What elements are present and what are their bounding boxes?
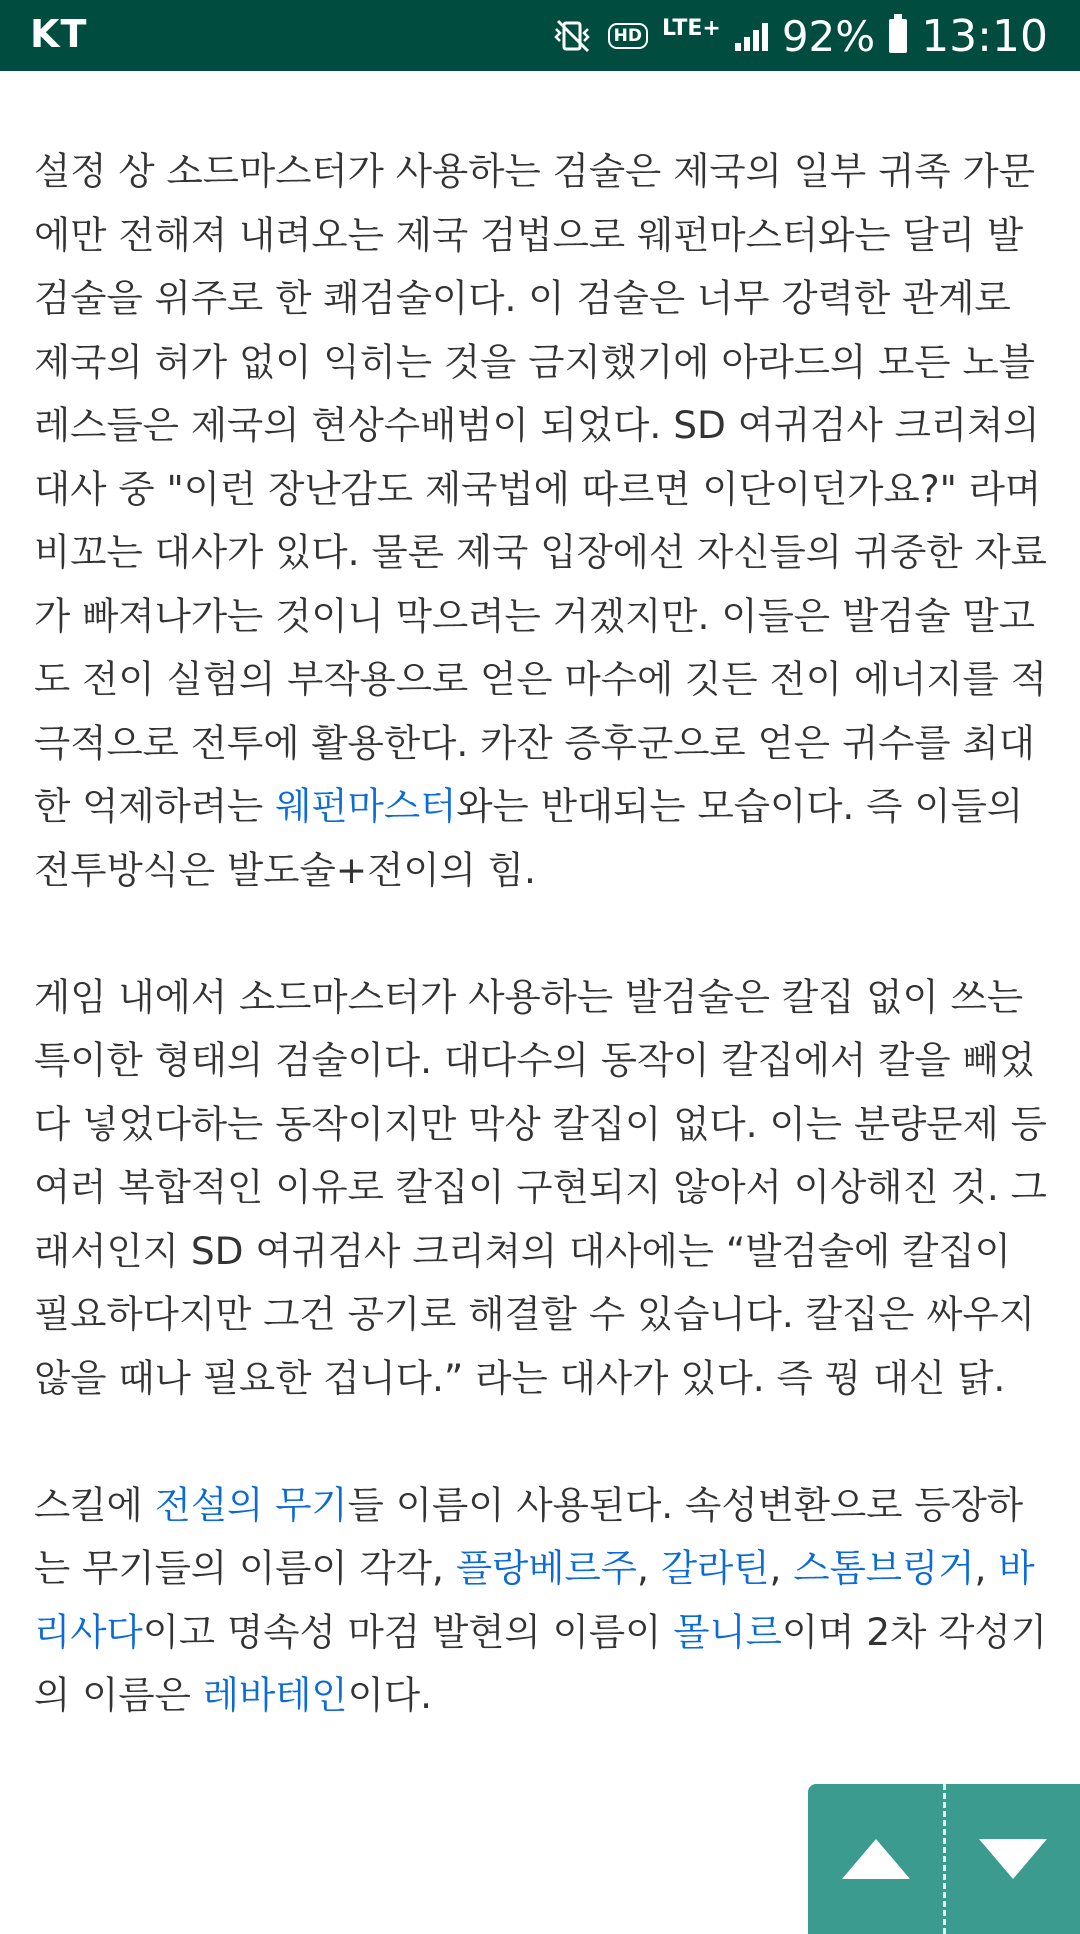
link-mjolnir[interactable]: 몰니르 bbox=[673, 1609, 782, 1654]
text-segment: , bbox=[974, 1546, 999, 1590]
signal-icon bbox=[735, 21, 768, 51]
paragraph bbox=[34, 966, 1054, 1411]
vibrate-mute-icon bbox=[550, 19, 594, 53]
text-segment: , bbox=[636, 1546, 661, 1590]
text-segment: 설정 상 소드마스터가 사용하는 검술은 제국의 일부 귀족 가문에만 전해져 내려오는 제국 검법으로 웨펀마스터와는 달리 발검술을 위주로 한 쾌검술이다. 이 검술은 너무 강력한 관계로 제국의 허가 없이 익히는 것을 금지했기에 아라드의 모든 노블레스들은 제국의 현상수배범이 되었다. SD 여귀검사 크리쳐의 대사 중 "이런 장난감도 제국법에 따르면 이단이던가요?" 라며 비꼬는 대사가 있다. 물론 제국 입장에선 자신들의 귀중한 자료가 빠져나가는 것이니 막으려는 거겠지만. 이들은 발검술 말고도 전이 실험의 부작용으로 얻은 마수에 깃든 전이 에너지를 적극적으로 전투에 활용한다. 카잔 증후군으로 얻은 귀수를 최대한 억제하려는 bbox=[34, 149, 1047, 828]
network-type-label: LTE+ bbox=[661, 15, 721, 41]
link-stormbringer[interactable]: 스톰브링거 bbox=[793, 1546, 975, 1590]
battery-percent: 92% bbox=[781, 11, 876, 61]
text-segment: 와는 반대되는 모습이다. 즉 이들의 전투방식은 발도술+전이의 힘. bbox=[34, 784, 1024, 892]
link-barisada[interactable]: 바리사다 bbox=[34, 1546, 1035, 1654]
clock: 13:10 bbox=[921, 10, 1048, 62]
paragraph bbox=[34, 140, 1054, 902]
link-weapon-master[interactable]: 웨펀마스터 bbox=[275, 784, 457, 828]
text-segment: 스킬에 bbox=[34, 1482, 155, 1527]
text-segment: 이고 명속성 마검 발현의 이름이 bbox=[142, 1609, 674, 1654]
triangle-down-icon bbox=[977, 1837, 1049, 1881]
link-galatine[interactable]: 갈라틴 bbox=[660, 1546, 770, 1590]
scroll-nav bbox=[808, 1784, 1080, 1934]
text-segment: 이며 2차 각성기의 이름은 bbox=[34, 1609, 1047, 1717]
text-segment: 이다. bbox=[347, 1673, 433, 1717]
link-laevateinn[interactable]: 레바테인 bbox=[202, 1673, 348, 1717]
text-segment: 게임 내에서 소드마스터가 사용하는 발검술은 칼집 없이 쓰는 특이한 형태의 검술이다. 대다수의 동작이 칼집에서 칼을 빼었다 넣었다하는 동작이지만 막상 칼집이 없다. 이는 분량문제 등 여러 복합적인 이유로 칼집이 구현되지 않아서 이상해진 것. 그래서인지 SD 여귀검사 크리쳐의 대사에는 “발검술에 칼집이 필요하다지만 그건 공기로 해결할 수 있습니다. 칼집은 싸우지 않을 때나 필요한 겁니다.” 라는 대사가 있다. 즉 꿩 대신 닭. bbox=[34, 974, 1047, 1400]
text-segment: 들 이름이 사용된다. 속성변환으로 등장하는 무기들의 이름이 각각, bbox=[34, 1482, 1024, 1590]
scroll-up-button[interactable] bbox=[808, 1784, 943, 1934]
carrier-label: KT bbox=[30, 12, 88, 56]
status-bar bbox=[0, 0, 1080, 71]
article-body bbox=[34, 140, 1054, 1791]
hd-voice-icon: HD bbox=[608, 23, 648, 49]
paragraph bbox=[34, 1474, 1054, 1728]
link-legendary-weapons[interactable]: 전설의 무기 bbox=[154, 1482, 348, 1527]
status-icons bbox=[550, 8, 1048, 64]
link-flamberge[interactable]: 플랑베르주 bbox=[455, 1546, 637, 1590]
scroll-down-button[interactable] bbox=[945, 1784, 1080, 1934]
battery-icon bbox=[889, 19, 907, 53]
text-segment: , bbox=[769, 1546, 794, 1590]
triangle-up-icon bbox=[840, 1837, 912, 1881]
